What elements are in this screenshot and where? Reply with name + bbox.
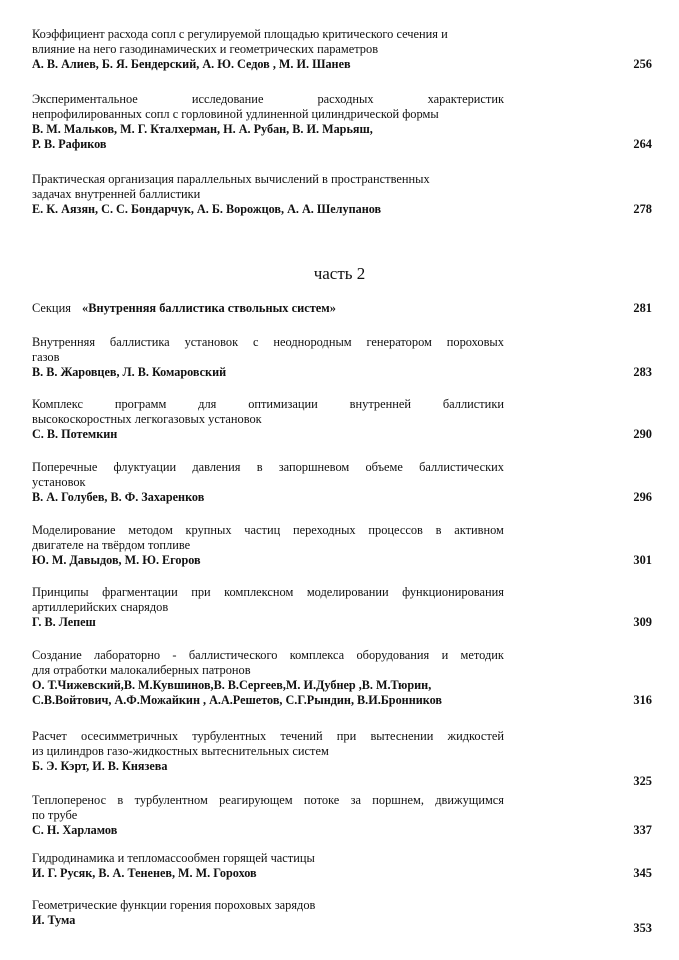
entry-title-line: двигателе на твёрдом топливе — [32, 538, 191, 552]
page-number: 309 — [633, 615, 652, 629]
section-title: «Внутренняя баллистика ствольных систем» — [82, 301, 336, 315]
entry-authors: С.В.Войтович, А.Ф.Можайкин , А.А.Решетов, С.Г.Рындин, В.И.Бронников — [32, 693, 442, 707]
entry-title-line: высокоскоростных легкогазовых установок — [32, 412, 262, 426]
entry-authors: А. В. Алиев, Б. Я. Бендерский, А. Ю. Седов , М. И. Шанев — [32, 57, 351, 71]
title-word: Принципы — [32, 585, 89, 599]
toc-entry — [32, 793, 652, 838]
title-word: баллистических — [419, 460, 504, 474]
title-word: пороховых — [446, 335, 504, 349]
title-word: частиц — [244, 523, 281, 537]
title-word: при — [336, 729, 357, 743]
title-word: вытеснении — [370, 729, 434, 743]
toc-entry — [32, 523, 652, 568]
entry-title-line: установок — [32, 475, 86, 489]
page-number: 353 — [633, 920, 652, 935]
entry-title-line: непрофилированных сопл с горловиной удлиненной цилиндрической формы — [32, 107, 439, 121]
title-word: Внутренняя — [32, 335, 96, 349]
page-number: 301 — [633, 553, 652, 567]
title-word: в — [256, 460, 263, 474]
entry-authors: Б. Э. Кэрт, И. В. Князева — [32, 759, 168, 773]
title-word: потоке — [303, 793, 340, 807]
page-number: 283 — [633, 365, 652, 379]
entry-authors: В. М. Мальков, М. Г. Кталхерман, Н. А. Рубан, В. И. Марьяш, — [32, 122, 373, 136]
title-word: баллистики — [442, 397, 504, 411]
entry-title-line: для отработки малокалиберных патронов — [32, 663, 251, 677]
section-page-number: 281 — [633, 301, 652, 315]
title-word: и — [441, 648, 449, 662]
title-word: методом — [128, 523, 173, 537]
title-word: движущимся — [435, 793, 504, 807]
title-word: процессов — [368, 523, 423, 537]
section-line — [32, 301, 652, 316]
title-word: характеристик — [427, 92, 504, 106]
entry-title-line — [32, 523, 504, 538]
toc-entry — [32, 27, 652, 72]
title-word: фрагментации — [102, 585, 178, 599]
toc-entry — [32, 397, 652, 442]
title-word: методик — [460, 648, 504, 662]
title-word: флуктуации — [113, 460, 177, 474]
entry-authors: В. В. Жаровцев, Л. В. Комаровский — [32, 365, 227, 379]
toc-entry — [32, 460, 652, 505]
entry-authors: И. Тума — [32, 913, 76, 927]
title-word: для — [198, 397, 217, 411]
title-word: программ — [114, 397, 167, 411]
title-word: объеме — [365, 460, 403, 474]
entry-title-line — [32, 397, 504, 412]
title-word: Создание — [32, 648, 82, 662]
title-word: внутренней — [349, 397, 412, 411]
title-word: Экспериментальное — [32, 92, 138, 106]
section-label: Секция — [32, 301, 71, 315]
part-heading: часть 2 — [313, 264, 366, 283]
title-word: в — [435, 523, 442, 537]
title-word: комплексном — [224, 585, 294, 599]
title-word: исследование — [191, 92, 264, 106]
entry-title-line — [32, 793, 504, 808]
title-word: при — [191, 585, 211, 599]
entry-authors: С. В. Потемкин — [32, 427, 118, 441]
title-word: переходных — [292, 523, 356, 537]
title-word: оборудования — [356, 648, 430, 662]
entry-title-line — [32, 729, 504, 744]
toc-entry — [32, 585, 652, 630]
toc-entry — [32, 335, 652, 380]
title-word: - — [172, 648, 177, 662]
title-word: в — [117, 793, 124, 807]
page-number: 264 — [633, 137, 652, 151]
entry-title-line: Коэффициент расхода сопл с регулируемой площадью критического сечения и — [32, 27, 448, 41]
entry-title-line: влияние на него газодинамических и геометрических параметров — [32, 42, 379, 56]
title-word: оптимизации — [248, 397, 318, 411]
toc-entry — [32, 851, 652, 881]
title-word: крупных — [185, 523, 232, 537]
entry-authors: Е. К. Аязян, С. С. Бондарчук, А. Б. Ворожцов, А. А. Шелупанов — [32, 202, 382, 216]
page-number: 290 — [633, 427, 652, 441]
page-number: 296 — [633, 490, 652, 504]
toc-entry — [32, 729, 652, 788]
toc-entry — [32, 898, 652, 935]
entry-authors: Р. В. Рафиков — [32, 137, 107, 151]
entry-title-line: Практическая организация параллельных вычислений в пространственных — [32, 172, 430, 186]
title-word: запоршневом — [278, 460, 350, 474]
title-word: Теплоперенос — [32, 793, 107, 807]
title-word: баллистического — [188, 648, 278, 662]
entry-title-line — [32, 585, 504, 600]
entry-authors: И. Г. Русяк, В. А. Тененев, М. М. Горохов — [32, 866, 257, 880]
toc-entry — [32, 172, 652, 217]
title-word: активном — [454, 523, 504, 537]
entry-title-line: Гидродинамика и тепломассообмен горящей частицы — [32, 851, 315, 865]
page-number: 278 — [633, 202, 652, 216]
toc-entry — [32, 92, 652, 152]
page-number: 345 — [633, 866, 652, 880]
title-word: комплекса — [289, 648, 345, 662]
title-word: турбулентных — [192, 729, 267, 743]
toc-entry — [32, 648, 652, 708]
title-word: осесимметричных — [80, 729, 179, 743]
title-word: лабораторно — [94, 648, 161, 662]
entry-title-line: газов — [32, 350, 60, 364]
entry-title-line — [32, 648, 504, 663]
entry-authors: С. Н. Харламов — [32, 823, 118, 837]
page-number: 256 — [633, 57, 652, 71]
title-word: моделировании — [306, 585, 389, 599]
title-word: расходных — [317, 92, 374, 106]
entry-authors: В. А. Голубев, В. Ф. Захаренков — [32, 490, 205, 504]
title-word: Комплекс — [32, 397, 83, 411]
page-number: 337 — [633, 823, 652, 837]
title-word: функционирования — [402, 585, 504, 599]
title-word: поршнем, — [372, 793, 424, 807]
entry-title-line: задачах внутренней баллистики — [32, 187, 201, 201]
title-word: давления — [192, 460, 241, 474]
title-word: установок — [184, 335, 239, 349]
title-word: с — [253, 335, 259, 349]
title-word: реагирующем — [219, 793, 293, 807]
entry-title-line — [32, 460, 504, 475]
title-word: Моделирование — [32, 523, 116, 537]
entry-title-line — [32, 335, 504, 350]
entry-title-line: по трубе — [32, 808, 78, 822]
title-word: турбулентном — [134, 793, 208, 807]
entry-authors: Г. В. Лепеш — [32, 615, 96, 629]
page-number: 325 — [633, 774, 652, 788]
entry-title-line: Геометрические функции горения пороховых зарядов — [32, 898, 316, 912]
title-word: Поперечные — [32, 460, 98, 474]
section-entry — [32, 301, 652, 316]
entry-title-line: артиллерийских снарядов — [32, 600, 169, 614]
title-word: течений — [280, 729, 323, 743]
entry-title-line: из цилиндров газо-жидкостных вытеснительных систем — [32, 744, 329, 758]
title-word: Расчет — [32, 729, 67, 743]
title-word: неоднородным — [273, 335, 352, 349]
title-word: баллистика — [109, 335, 170, 349]
entry-title-line — [32, 92, 504, 107]
title-word: за — [350, 793, 361, 807]
entry-authors: О. Т.Чижевский,В. М.Кувшинов,В. В.Сергеев,М. И.Дубнер ,В. М.Тюрин, — [32, 678, 432, 692]
entry-authors: Ю. М. Давыдов, М. Ю. Егоров — [32, 553, 201, 567]
title-word: жидкостей — [447, 729, 504, 743]
page-number: 316 — [633, 693, 652, 707]
title-word: генератором — [366, 335, 432, 349]
